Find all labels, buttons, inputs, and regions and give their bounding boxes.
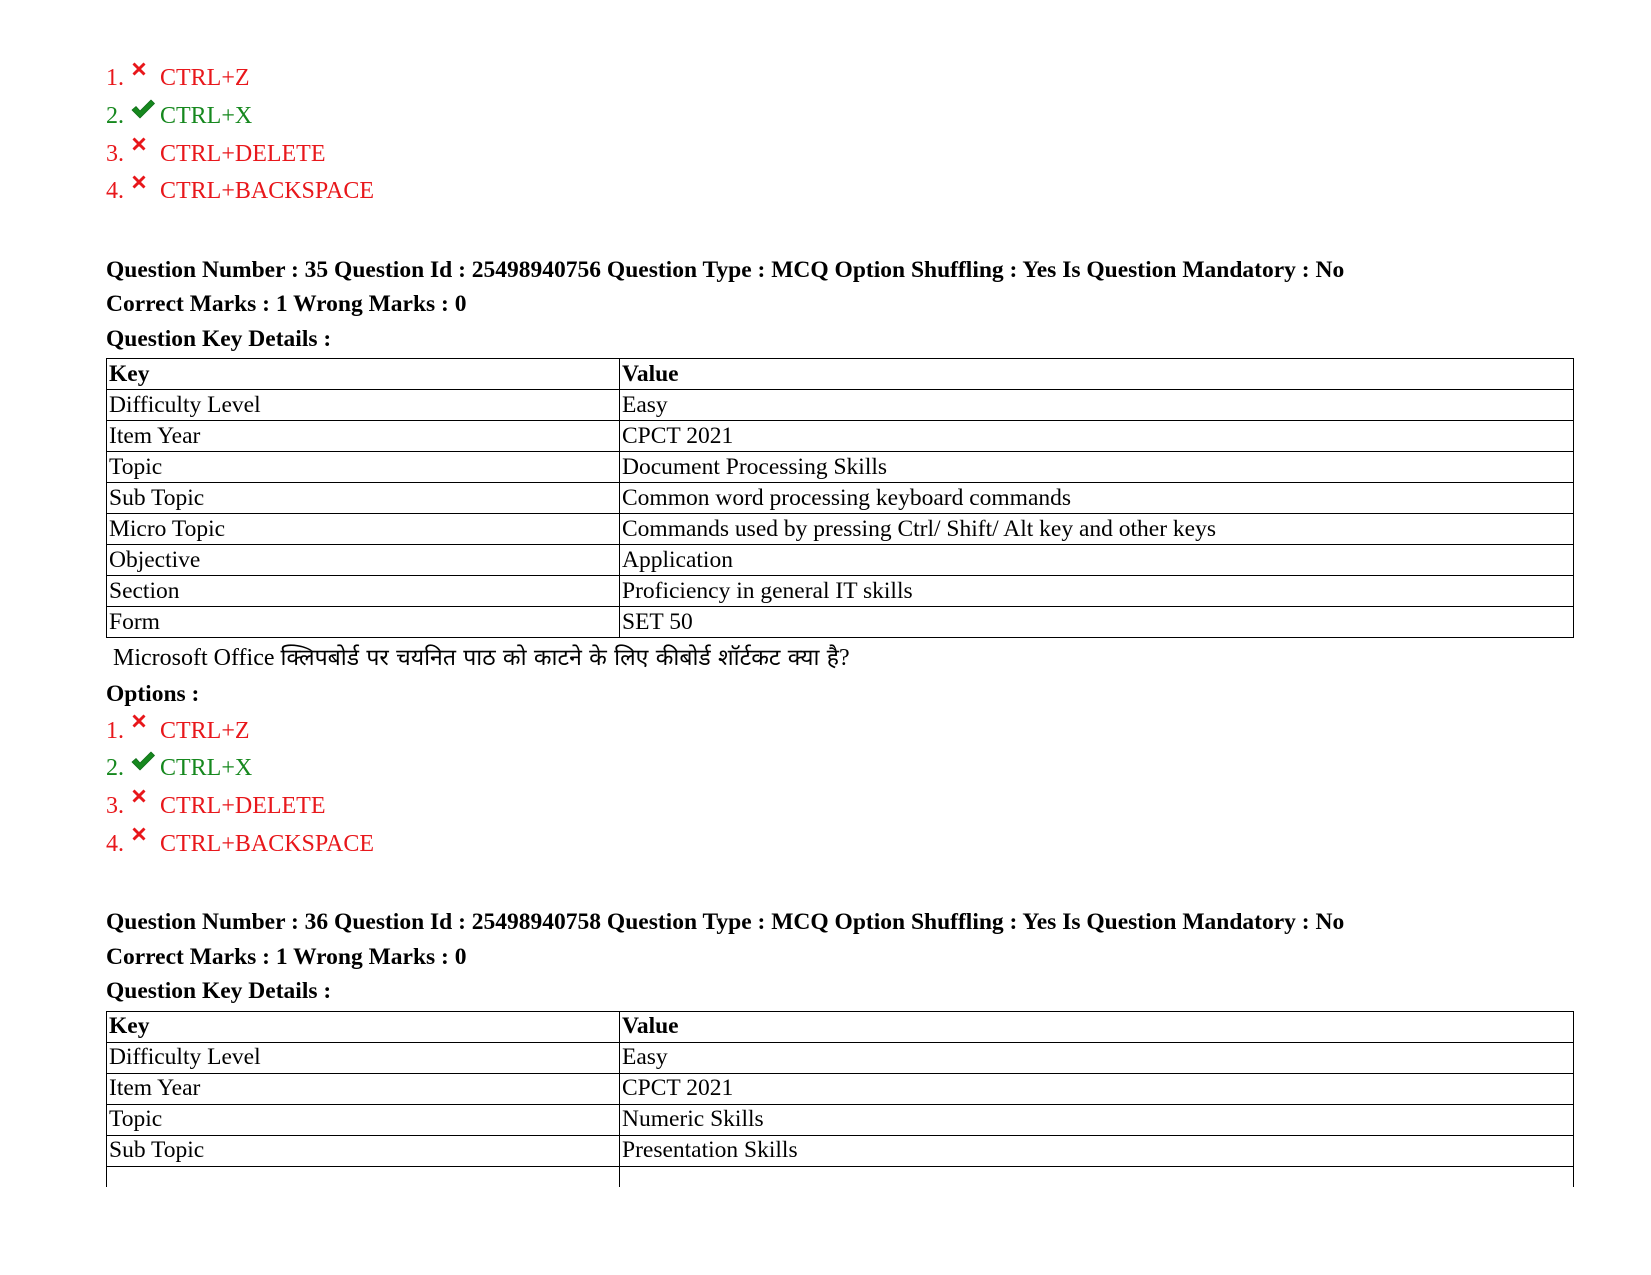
cross-icon xyxy=(130,825,160,851)
row-key: Sub Topic xyxy=(107,1135,620,1166)
table-row xyxy=(107,1135,1574,1166)
answer-key-page xyxy=(106,60,1576,1187)
key-details-label: Question Key Details : xyxy=(106,978,332,1004)
row-key: Section xyxy=(107,576,620,607)
question-text-hi: क्लिपबोर्ड पर चयनित पाठ को काटने के लिए कीबोर्ड शॉर्टकट क्या है xyxy=(280,645,839,672)
row-key: Item Year xyxy=(107,421,620,452)
row-value: Application xyxy=(620,545,1574,576)
options-label: Options : xyxy=(106,681,200,708)
question-header: Question Number : 35 Question Id : 25498940756 Question Type : MCQ Option Shuffling : Yes Is Question Mandatory : No xyxy=(106,256,1345,283)
row-value: Common word processing keyboard commands xyxy=(620,483,1574,514)
row-value: Document Processing Skills xyxy=(620,452,1574,483)
option-text: CTRL+Z xyxy=(160,717,250,744)
row-key: Objective xyxy=(107,545,620,576)
row-key: Item Year xyxy=(107,1073,620,1104)
column-header-value: Value xyxy=(620,359,1574,390)
table-row xyxy=(107,452,1574,483)
row-key: Difficulty Level xyxy=(107,390,620,421)
table-row-cut xyxy=(107,1166,1574,1187)
question-35 xyxy=(106,253,1576,863)
table-header-row xyxy=(107,1011,1574,1042)
marks-line: Correct Marks : 1 Wrong Marks : 0 xyxy=(106,291,467,318)
option-item xyxy=(106,173,1576,211)
row-value: Commands used by pressing Ctrl/ Shift/ Alt key and other keys xyxy=(620,514,1574,545)
key-details-label: Question Key Details : xyxy=(106,325,332,352)
question-text-end: ? xyxy=(838,645,850,672)
row-value: Proficiency in general IT skills xyxy=(620,576,1574,607)
marks-line: Correct Marks : 1 Wrong Marks : 0 xyxy=(106,943,467,970)
option-number: 3. xyxy=(106,792,124,819)
question-header: Question Number : 36 Question Id : 25498940758 Question Type : MCQ Option Shuffling : Yes Is Question Mandatory : No xyxy=(106,909,1345,935)
option-item xyxy=(106,788,1576,826)
table-row xyxy=(107,514,1574,545)
option-item xyxy=(106,750,1576,788)
check-icon xyxy=(130,98,160,124)
cross-icon xyxy=(130,712,160,738)
option-number: 3. xyxy=(106,140,124,167)
table-header-row xyxy=(107,359,1574,390)
question-text xyxy=(106,640,1576,676)
table-row xyxy=(107,1104,1574,1135)
row-key: Sub Topic xyxy=(107,483,620,514)
option-item xyxy=(106,825,1576,863)
cross-icon xyxy=(130,787,160,813)
column-header-key: Key xyxy=(107,1011,620,1042)
row-value: CPCT 2021 xyxy=(620,421,1574,452)
check-icon xyxy=(130,750,160,776)
row-value: Presentation Skills xyxy=(620,1135,1574,1166)
column-header-key: Key xyxy=(107,359,620,390)
row-value: Numeric Skills xyxy=(620,1104,1574,1135)
column-header-value: Value xyxy=(620,1011,1574,1042)
option-item xyxy=(106,60,1576,98)
key-details-table xyxy=(106,358,1574,638)
option-text: CTRL+BACKSPACE xyxy=(160,178,375,205)
table-row xyxy=(107,483,1574,514)
option-number: 4. xyxy=(106,178,124,205)
table-row xyxy=(107,421,1574,452)
option-text: CTRL+BACKSPACE xyxy=(160,830,375,857)
row-value: Easy xyxy=(620,1042,1574,1073)
table-row xyxy=(107,1042,1574,1073)
option-number: 2. xyxy=(106,103,124,130)
options-list xyxy=(106,712,1576,863)
option-number: 4. xyxy=(106,830,124,857)
option-text: CTRL+Z xyxy=(160,65,250,92)
option-item xyxy=(106,135,1576,173)
option-item xyxy=(106,98,1576,136)
option-item xyxy=(106,712,1576,750)
options-list-previous xyxy=(106,60,1576,211)
table-row xyxy=(107,607,1574,638)
key-details-table xyxy=(106,1011,1574,1187)
cross-icon xyxy=(130,173,160,199)
option-text: CTRL+DELETE xyxy=(160,140,326,167)
table-row xyxy=(107,1073,1574,1104)
row-value: CPCT 2021 xyxy=(620,1073,1574,1104)
option-text: CTRL+DELETE xyxy=(160,792,326,819)
table-row xyxy=(107,390,1574,421)
row-key: Difficulty Level xyxy=(107,1042,620,1073)
row-value: SET 50 xyxy=(620,607,1574,638)
option-number: 1. xyxy=(106,65,124,92)
row-key: Micro Topic xyxy=(107,514,620,545)
cross-icon xyxy=(130,60,160,86)
row-key: Topic xyxy=(107,1104,620,1135)
option-number: 1. xyxy=(106,717,124,744)
row-key: Form xyxy=(107,607,620,638)
cross-icon xyxy=(130,135,160,161)
table-row xyxy=(107,576,1574,607)
option-text: CTRL+X xyxy=(160,103,253,130)
question-36 xyxy=(106,905,1576,1187)
option-text: CTRL+X xyxy=(160,755,253,782)
question-text-en: Microsoft Office xyxy=(113,645,281,672)
table-row xyxy=(107,545,1574,576)
row-value: Easy xyxy=(620,390,1574,421)
option-number: 2. xyxy=(106,755,124,782)
row-key: Topic xyxy=(107,452,620,483)
